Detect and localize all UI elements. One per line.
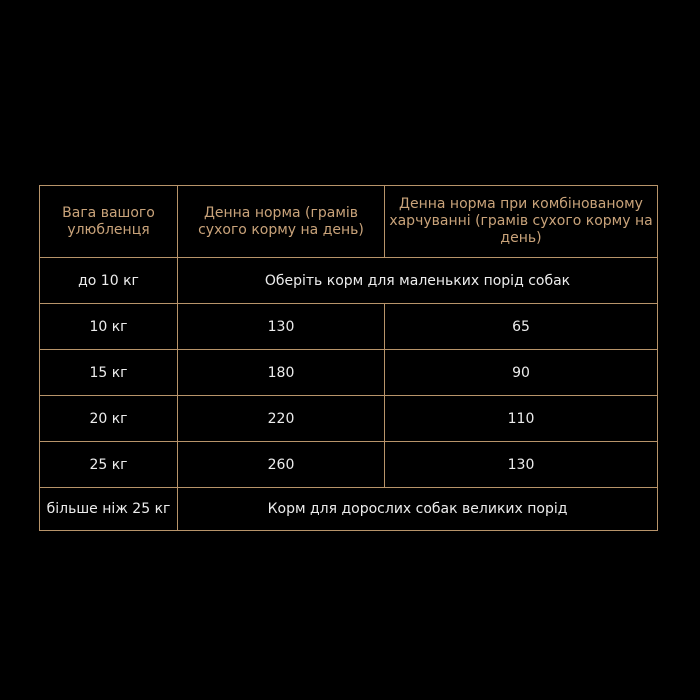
daily-norm-cell: 180 [178,350,385,396]
daily-norm-cell: 130 [178,304,385,350]
weight-cell: до 10 кг [40,258,178,304]
weight-cell: 25 кг [40,442,178,488]
table-row [40,396,658,442]
header-pet-weight: Вага вашого улюбленця [40,186,178,258]
weight-cell: 20 кг [40,396,178,442]
feeding-norms-table [39,185,658,531]
table-header-row [40,186,658,258]
daily-norm-cell: 260 [178,442,385,488]
header-daily-norm: Денна норма (грамів сухого корму на день) [178,186,385,258]
table-row [40,488,658,531]
table-row [40,304,658,350]
daily-norm-cell: 220 [178,396,385,442]
note-cell: Оберіть корм для маленьких порід собак [178,258,658,304]
weight-cell: 10 кг [40,304,178,350]
combined-norm-cell: 90 [385,350,658,396]
combined-norm-cell: 65 [385,304,658,350]
weight-cell: 15 кг [40,350,178,396]
table-row [40,442,658,488]
weight-cell: більше ніж 25 кг [40,488,178,531]
combined-norm-cell: 110 [385,396,658,442]
table-row [40,350,658,396]
header-combined-norm: Денна норма при комбінованому харчуванні (грамів сухого корму на день) [385,186,658,258]
combined-norm-cell: 130 [385,442,658,488]
note-cell: Корм для дорослих собак великих порід [178,488,658,531]
table-row [40,258,658,304]
